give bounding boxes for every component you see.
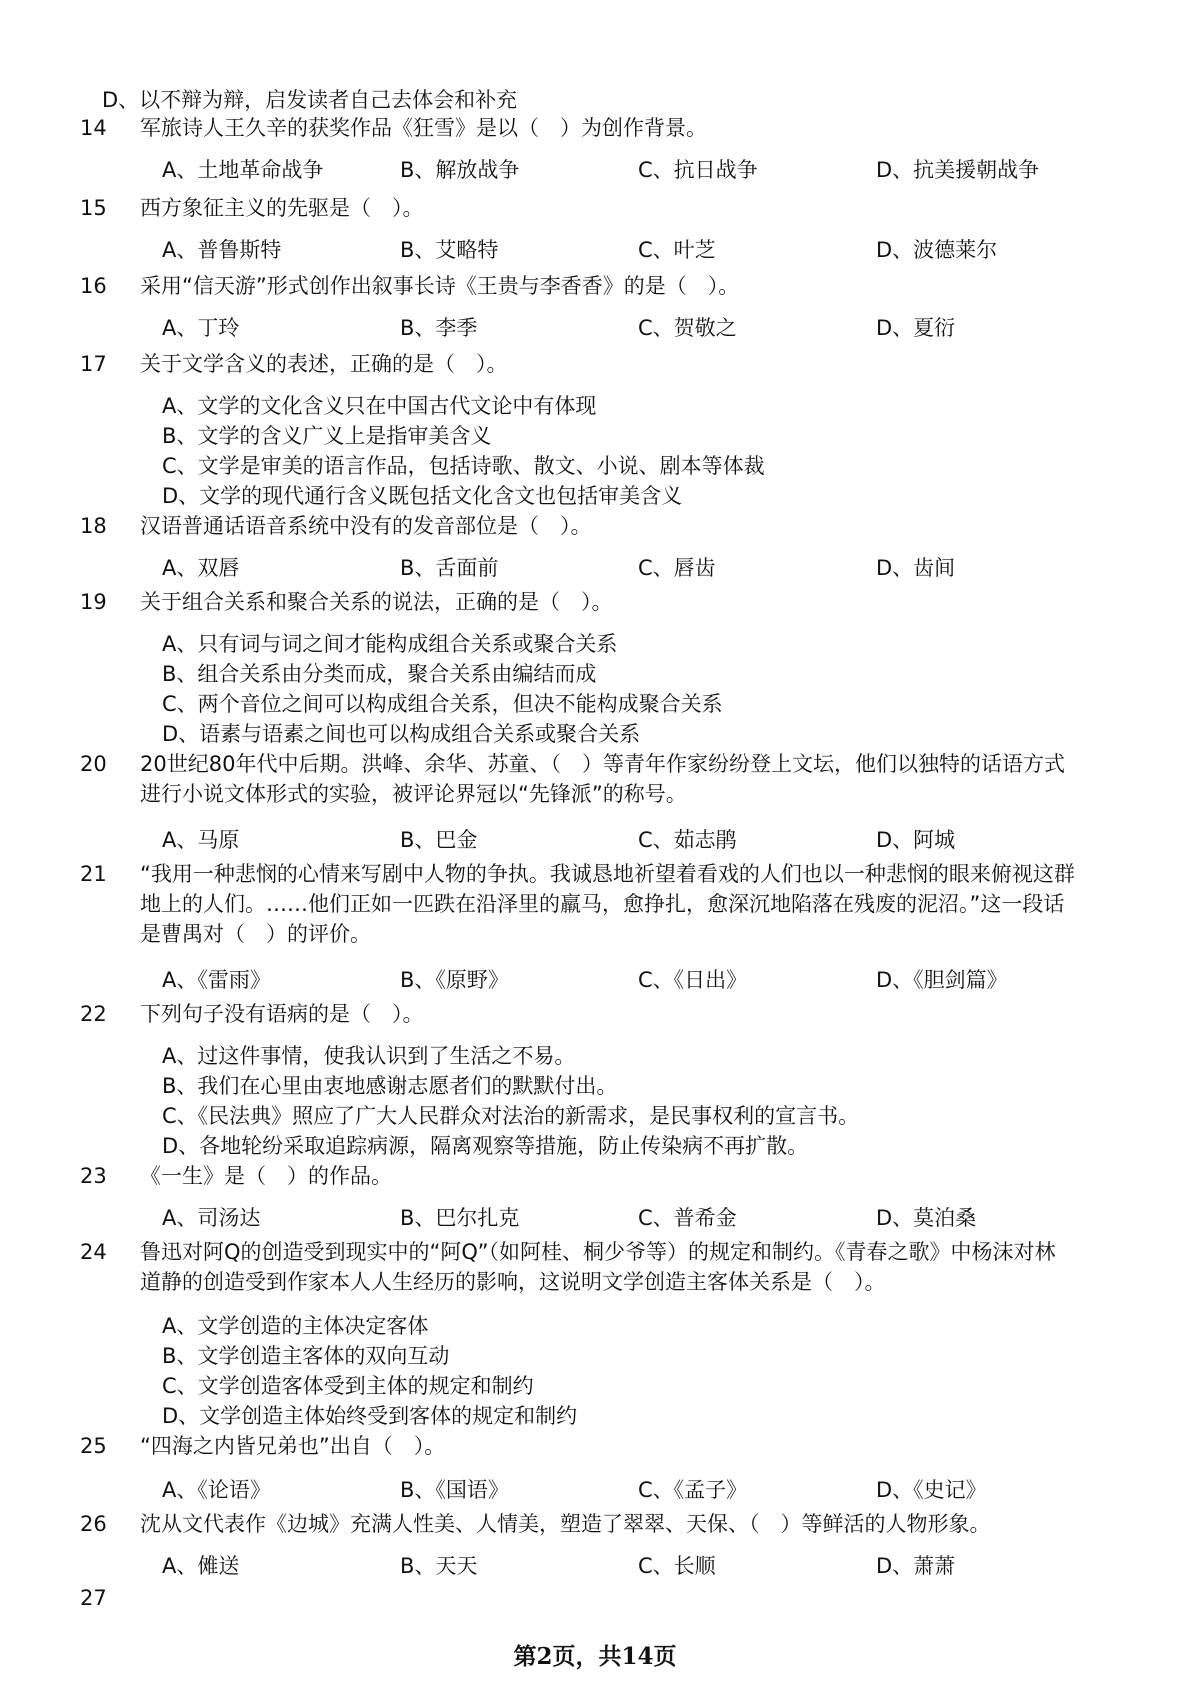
question-number: 26: [80, 1512, 107, 1536]
question-number: 14: [80, 116, 107, 140]
option-c: C、《日出》: [638, 968, 748, 992]
question-stem-line-2: 地上的人们。……他们正如一匹跌在沿泽里的羸马，愈挣扎，愈深沉地陷落在残废的泥沼。”这一段话: [140, 892, 1065, 916]
option-d: D、《胆剑篇》: [876, 968, 1008, 992]
option-d: D、语素与语素之间也可以构成组合关系或聚合关系: [162, 722, 641, 746]
option-c: C、《孟子》: [638, 1478, 748, 1502]
option-c: C、抗日战争: [638, 158, 758, 182]
option-c: C、茹志鹃: [638, 828, 737, 852]
option-a: A、普鲁斯特: [162, 238, 282, 262]
question-number: 25: [80, 1434, 107, 1458]
option-a: A、土地革命战争: [162, 158, 324, 182]
option-d: D、齿间: [876, 556, 956, 580]
option-a: A、文学的文化含义只在中国古代文论中有体现: [162, 394, 597, 418]
question-stem-line-1: 20世纪80年代中后期。洪峰、余华、苏童、（ ）等青年作家纷纷登上文坛，他们以独特的话语方式: [140, 752, 1065, 776]
question-stem: 《一生》是（ ）的作品。: [140, 1164, 392, 1188]
option-d: D、阿城: [876, 828, 956, 852]
page-footer: 第2页，共14页: [513, 1643, 677, 1670]
option-c: C、普希金: [638, 1206, 737, 1230]
option-d: D、萧萧: [876, 1554, 956, 1578]
option-a: A、《雷雨》: [162, 968, 271, 992]
question-number: 17: [80, 352, 107, 376]
option-b: B、李季: [400, 316, 478, 340]
option-b: B、解放战争: [400, 158, 520, 182]
question-stem: 沈从文代表作《边城》充满人性美、人情美，塑造了翠翠、天保、（ ）等鲜活的人物形象。: [140, 1512, 991, 1536]
question-number: 23: [80, 1164, 107, 1188]
option-c: C、文学是审美的语言作品，包括诗歌、散文、小说、剧本等体裁: [162, 454, 765, 478]
option-c: C、叶芝: [638, 238, 716, 262]
option-c: C、两个音位之间可以构成组合关系，但决不能构成聚合关系: [162, 692, 723, 716]
question-stem-line-1: 鲁迅对阿Q的创造受到现实中的“阿Q”（如阿桂、桐少爷等）的规定和制约。《青春之歌》中杨沫对林: [140, 1240, 1056, 1264]
question-number: 22: [80, 1002, 107, 1026]
question-stem: 采用“信天游”形式创作出叙事长诗《王贵与李香香》的是（ ）。: [140, 274, 740, 298]
option-b: B、巴尔扎克: [400, 1206, 520, 1230]
question-stem: 汉语普通话语音系统中没有的发音部位是（ ）。: [140, 514, 592, 538]
question-number: 19: [80, 590, 107, 614]
option-a: A、《论语》: [162, 1478, 271, 1502]
option-a: A、只有词与词之间才能构成组合关系或聚合关系: [162, 632, 618, 656]
question-number: 15: [80, 196, 107, 220]
option-b: B、我们在心里由衷地感谢志愿者们的默默付出。: [162, 1074, 618, 1098]
option-d: D、《史记》: [876, 1478, 987, 1502]
question-stem-line-3: 是曹禺对（ ）的评价。: [140, 922, 371, 946]
option-b: B、文学创造主客体的双向互动: [162, 1344, 450, 1368]
option-d: D、抗美援朝战争: [876, 158, 1040, 182]
question-stem-line-1: “我用一种悲悯的心情来写剧中人物的争执。我诚恳地祈望着看戏的人们也以一种悲悯的眼来俯视这群: [140, 862, 1075, 886]
question-number: 18: [80, 514, 107, 538]
option-a: A、司汤达: [162, 1206, 261, 1230]
option-a: A、文学创造的主体决定客体: [162, 1314, 429, 1338]
option-b: B、舌面前: [400, 556, 499, 580]
question-number: 21: [80, 862, 107, 886]
option-c: C、文学创造客体受到主体的规定和制约: [162, 1374, 534, 1398]
option-b: B、《国语》: [400, 1478, 509, 1502]
question-number: 24: [80, 1240, 107, 1264]
option-c: C、长顺: [638, 1554, 716, 1578]
option-a: A、马原: [162, 828, 240, 852]
option-d: D、文学创造主体始终受到客体的规定和制约: [162, 1404, 578, 1428]
question-stem: 军旅诗人王久辛的获奖作品《狂雪》是以（ ）为创作背景。: [140, 116, 707, 140]
option-b: B、组合关系由分类而成，聚合关系由编结而成: [162, 662, 597, 686]
question-stem: “四海之内皆兄弟也”出自（ ）。: [140, 1434, 446, 1458]
option-d: D、各地轮纷采取追踪病源，隔离观察等措施，防止传染病不再扩散。: [162, 1134, 809, 1158]
continued-option: D、以不辩为辩，启发读者自己去体会和补充: [102, 88, 518, 112]
option-a: A、过这件事情，使我认识到了生活之不易。: [162, 1044, 576, 1068]
option-c: C、《民法典》照应了广大人民群众对法治的新需求，是民事权利的宣言书。: [162, 1104, 860, 1128]
option-d: D、夏衍: [876, 316, 956, 340]
question-stem: 关于组合关系和聚合关系的说法，正确的是（ ）。: [140, 590, 613, 614]
question-stem-line-2: 进行小说文体形式的实验，被评论界冠以“先锋派”的称号。: [140, 782, 687, 806]
option-b: B、巴金: [400, 828, 478, 852]
option-d: D、莫泊桑: [876, 1206, 977, 1230]
question-number: 20: [80, 752, 107, 776]
option-d: D、文学的现代通行含义既包括文化含文也包括审美含义: [162, 484, 683, 508]
question-stem: 关于文学含义的表述，正确的是（ ）。: [140, 352, 508, 376]
question-stem: 下列句子没有语病的是（ ）。: [140, 1002, 424, 1026]
question-number: 16: [80, 274, 107, 298]
option-c: C、贺敬之: [638, 316, 737, 340]
option-d: D、波德莱尔: [876, 238, 998, 262]
option-b: B、艾略特: [400, 238, 499, 262]
option-c: C、唇齿: [638, 556, 716, 580]
option-b: B、文学的含义广义上是指审美含义: [162, 424, 492, 448]
question-stem: 西方象征主义的先驱是（ ）。: [140, 196, 424, 220]
option-a: A、傩送: [162, 1554, 240, 1578]
option-b: B、天天: [400, 1554, 478, 1578]
question-stem-line-2: 道静的创造受到作家本人人生经历的影响，这说明文学创造主客体关系是（ ）。: [140, 1270, 886, 1294]
option-a: A、丁玲: [162, 316, 240, 340]
option-b: B、《原野》: [400, 968, 509, 992]
option-a: A、双唇: [162, 556, 240, 580]
question-number: 27: [80, 1586, 107, 1610]
